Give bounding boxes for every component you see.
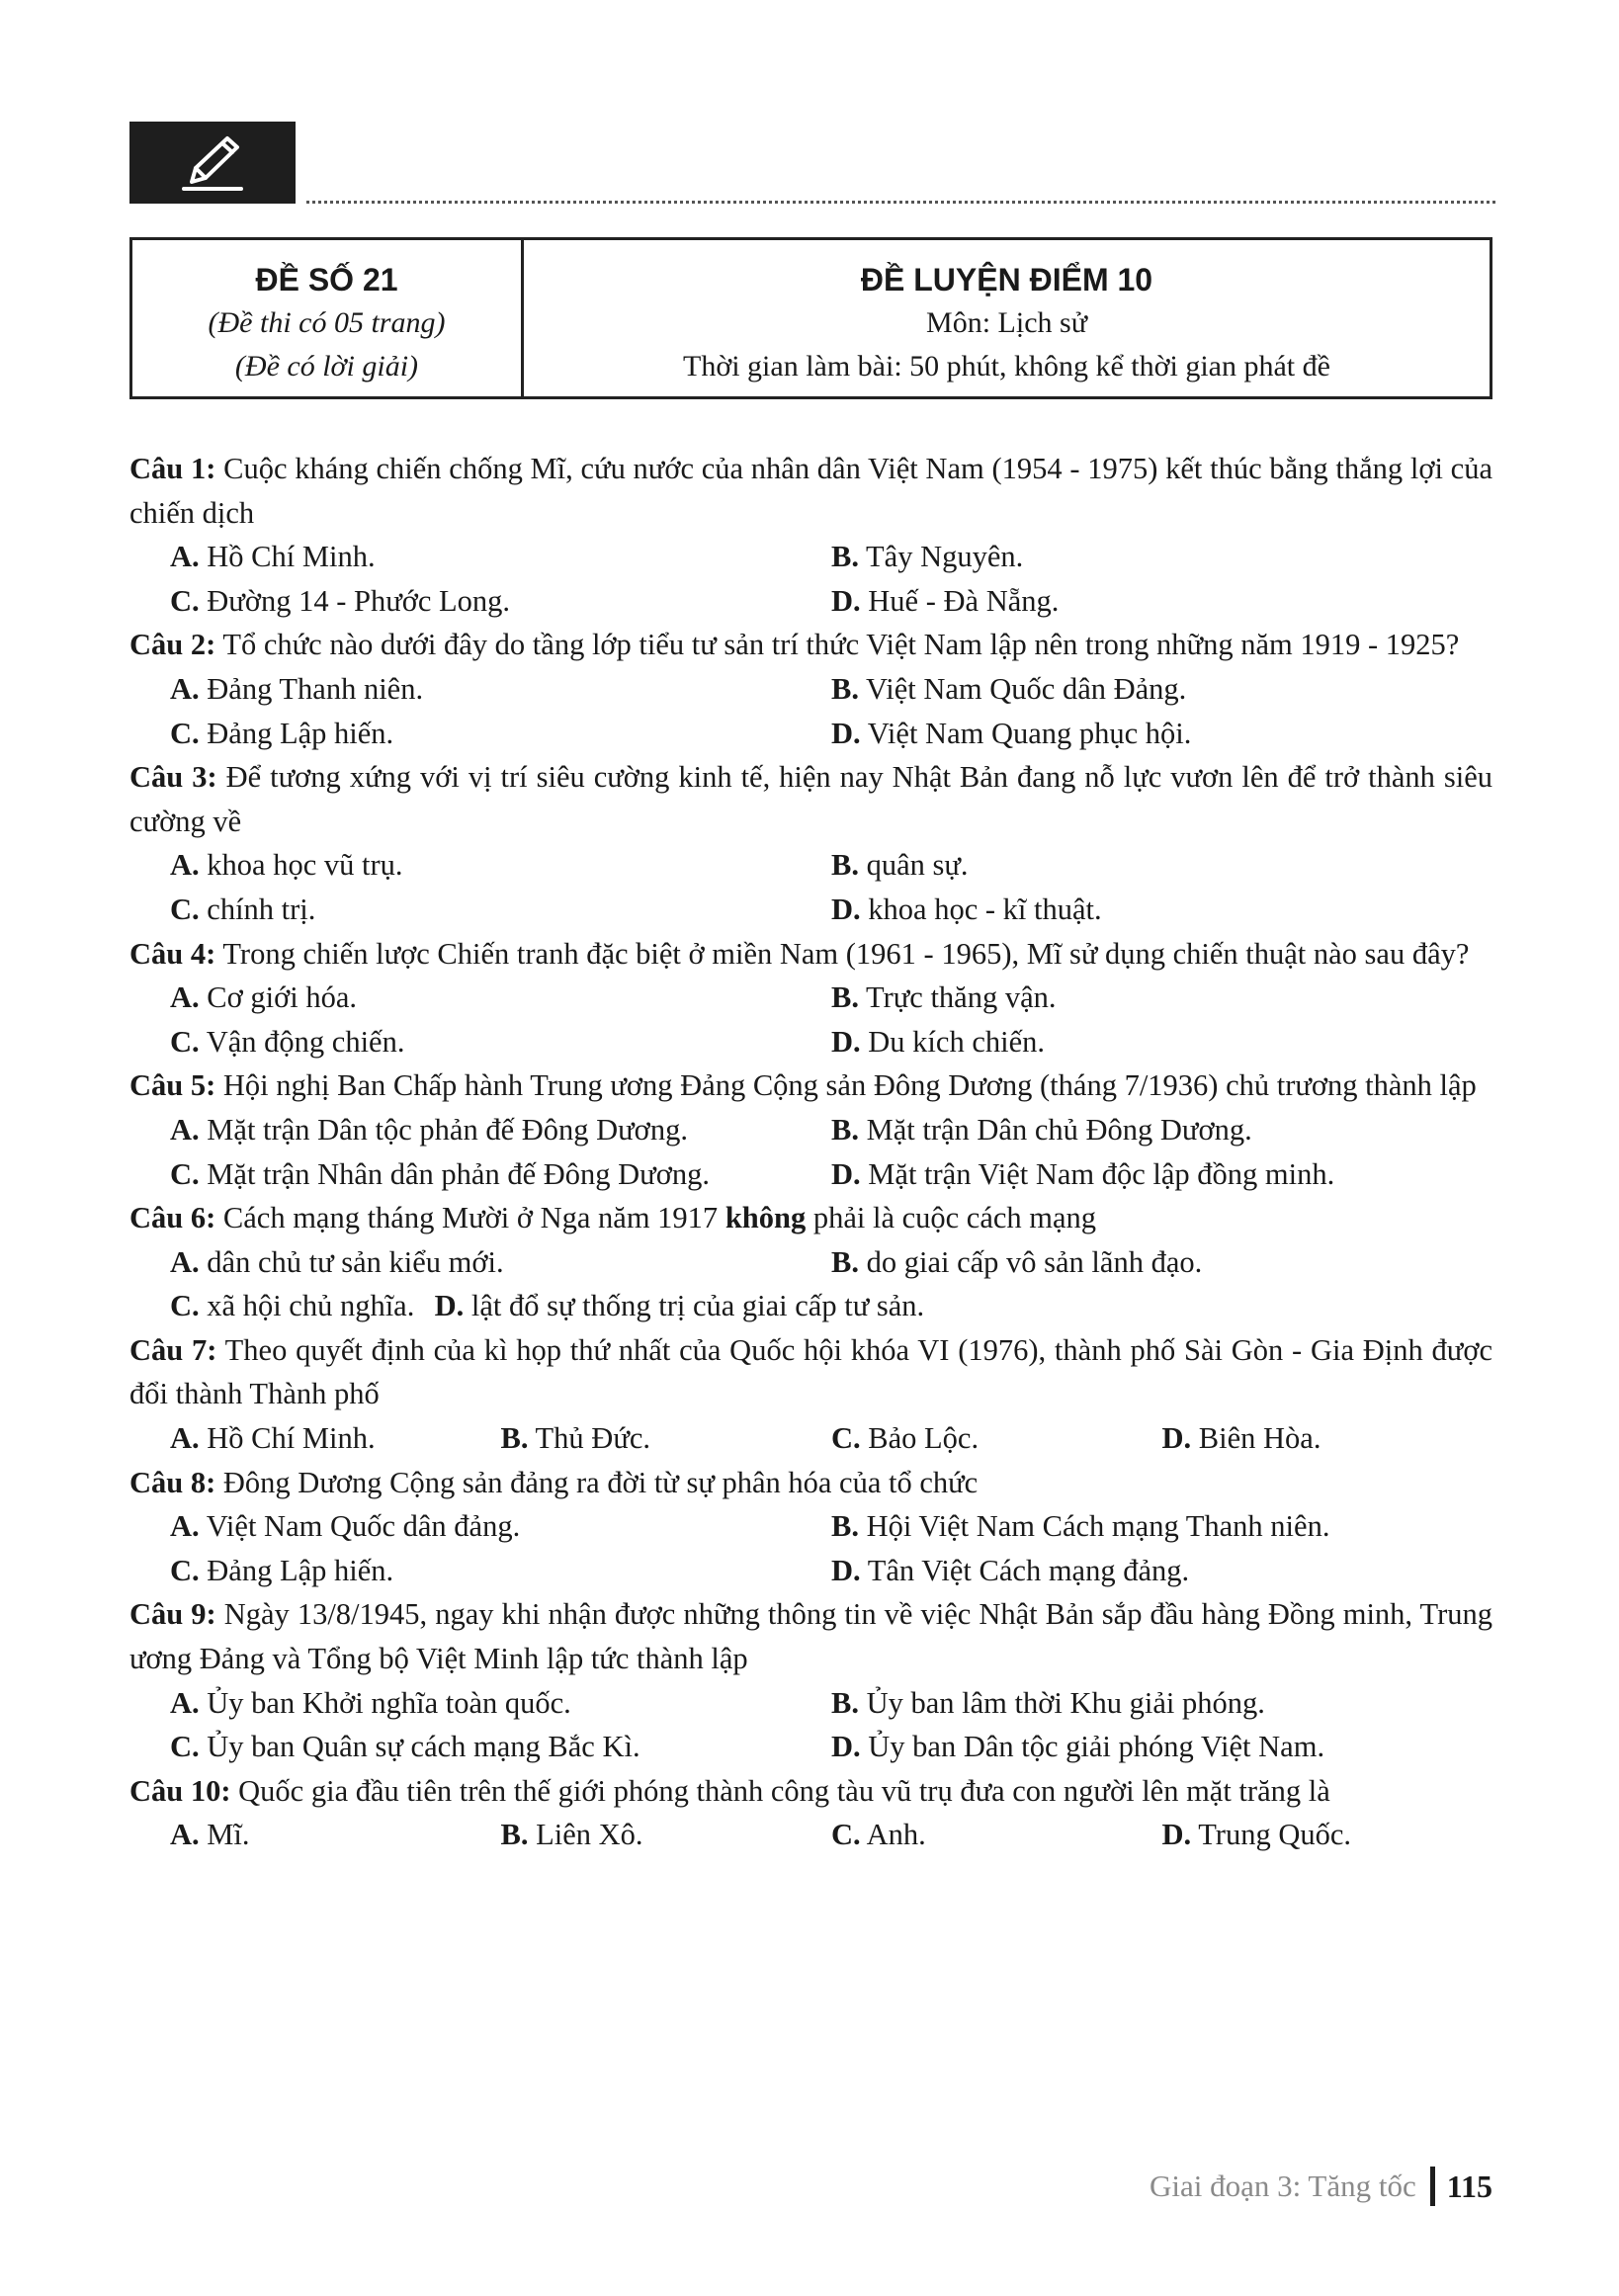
question-label: Câu 10:: [129, 1773, 231, 1808]
option-c: C. Ủy ban Quân sự cách mạng Bắc Kì.: [170, 1730, 640, 1764]
question-5: [129, 1063, 1492, 1196]
question-label: Câu 9:: [129, 1597, 216, 1632]
option-a: A. Cơ giới hóa.: [170, 980, 357, 1015]
option-b: B. Việt Nam Quốc dân Đảng.: [831, 671, 1187, 706]
pencil-icon: [178, 132, 247, 194]
option-a: A. Ủy ban Khởi nghĩa toàn quốc.: [170, 1685, 571, 1720]
option-d: D. Trung Quốc.: [1161, 1818, 1352, 1852]
option-a: A. khoa học vũ trụ.: [170, 848, 403, 883]
option-c: C. Đảng Lập hiến.: [170, 1553, 394, 1587]
question-text: Quốc gia đầu tiên trên thế giới phóng thành công tàu vũ trụ đưa con người lên mặt trăng là: [238, 1773, 1330, 1808]
emphasis-word: không: [724, 1201, 807, 1235]
option-a: A. Việt Nam Quốc dân đảng.: [170, 1509, 521, 1544]
option-c: C. Đảng Lập hiến.: [170, 716, 394, 750]
option-d: D. lật đổ sự thống trị của giai cấp tư sản.: [434, 1289, 925, 1323]
option-c: C. xã hội chủ nghĩa.: [170, 1289, 415, 1323]
exam-info-cell: [524, 240, 1490, 396]
question-4: [129, 932, 1492, 1064]
option-b: B. Hội Việt Nam Cách mạng Thanh niên.: [831, 1509, 1330, 1544]
pencil-header-box: [129, 122, 296, 204]
question-label: Câu 3:: [129, 760, 217, 795]
question-text: Để tương xứng với vị trí siêu cường kinh tế, hiện nay Nhật Bản đang nỗ lực vươn lên để trở thành siêu cường về: [129, 760, 1492, 838]
option-a: A. Đảng Thanh niên.: [170, 671, 424, 706]
question-label: Câu 8:: [129, 1465, 216, 1499]
question-text: Đông Dương Cộng sản đảng ra đời từ sự phân hóa của tổ chức: [222, 1465, 979, 1499]
option-d: D. Huế - Đà Nẵng.: [831, 583, 1060, 618]
option-a: A. Mặt trận Dân tộc phản đế Đông Dương.: [170, 1112, 688, 1147]
option-a: A. Mĩ.: [170, 1818, 250, 1852]
option-b: B. Liên Xô.: [500, 1818, 643, 1852]
exam-header: [129, 237, 1492, 399]
question-text: Cách mạng tháng Mười ở Nga năm 1917: [222, 1201, 725, 1235]
option-b: B. Tây Nguyên.: [831, 540, 1024, 574]
question-label: Câu 7:: [129, 1332, 217, 1367]
option-b: B. Mặt trận Dân chủ Đông Dương.: [831, 1112, 1252, 1147]
option-b: B. Thủ Đức.: [500, 1421, 651, 1456]
question-7: [129, 1328, 1492, 1461]
exam-number: ĐỀ SỐ 21: [255, 262, 398, 298]
question-text: Theo quyết định của kì họp thứ nhất của Quốc hội khóa VI (1976), thành phố Sài Gòn - Gia Định được đổi thành Thành phố: [129, 1332, 1492, 1411]
exam-id-cell: [132, 240, 524, 396]
question-8: [129, 1461, 1492, 1593]
question-text: Trong chiến lược Chiến tranh đặc biệt ở miền Nam (1961 - 1965), Mĩ sử dụng chiến thuật nào sau đây?: [222, 936, 1470, 971]
question-3: [129, 755, 1492, 931]
solution-note: (Đề có lời giải): [234, 350, 419, 383]
dotted-divider: [306, 201, 1495, 204]
option-d: D. Mặt trận Việt Nam độc lập đồng minh.: [831, 1156, 1335, 1191]
option-d: D. Việt Nam Quang phục hội.: [831, 716, 1192, 750]
option-c: C. chính trị.: [170, 892, 316, 926]
question-9: [129, 1592, 1492, 1768]
question-text: Ngày 13/8/1945, ngay khi nhận được những thông tin về việc Nhật Bản sắp đầu hàng Đồng minh, Trung ương Đảng và Tổng bộ Việt Minh lập tức thành lập: [129, 1597, 1492, 1676]
footer-divider: [1430, 2167, 1435, 2206]
question-10: [129, 1769, 1492, 1857]
option-c: C. Mặt trận Nhân dân phản đế Đông Dương.: [170, 1156, 710, 1191]
option-b: B. Trực thăng vận.: [831, 980, 1057, 1015]
option-d: D. Tân Việt Cách mạng đảng.: [831, 1553, 1190, 1587]
question-label: Câu 6:: [129, 1201, 216, 1235]
option-a: A. Hồ Chí Minh.: [170, 1421, 376, 1456]
option-b: B. quân sự.: [831, 848, 969, 883]
option-d: D. khoa học - kĩ thuật.: [831, 892, 1102, 926]
question-label: Câu 1:: [129, 452, 216, 485]
question-1: [129, 447, 1492, 623]
question-label: Câu 4:: [129, 936, 216, 971]
question-text-end: phải là cuộc cách mạng: [806, 1201, 1097, 1235]
subject-line: Môn: Lịch sử: [926, 306, 1087, 339]
question-text: Cuộc kháng chiến chống Mĩ, cứu nước của nhân dân Việt Nam (1954 - 1975) kết thúc bằng thắng lợi của chiến dịch: [129, 452, 1493, 530]
option-c: C. Anh.: [831, 1818, 926, 1852]
option-c: C. Vận động chiến.: [170, 1024, 405, 1059]
page-footer: [1150, 2167, 1492, 2206]
question-label: Câu 5:: [129, 1068, 216, 1103]
option-a: A. dân chủ tư sản kiểu mới.: [170, 1244, 504, 1279]
option-b: B. Ủy ban lâm thời Khu giải phóng.: [831, 1685, 1265, 1720]
exam-title: ĐỀ LUYỆN ĐIỂM 10: [860, 262, 1153, 298]
option-b: B. do giai cấp vô sản lãnh đạo.: [831, 1244, 1203, 1279]
question-list: [129, 447, 1492, 1857]
option-d: D. Biên Hòa.: [1161, 1421, 1321, 1456]
question-label: Câu 2:: [129, 628, 216, 662]
page-number: 115: [1446, 2168, 1492, 2204]
page-count-note: (Đề thi có 05 trang): [208, 306, 446, 339]
option-d: D. Du kích chiến.: [831, 1024, 1045, 1059]
question-6: [129, 1196, 1492, 1328]
question-text: Hội nghị Ban Chấp hành Trung ương Đảng Cộng sản Đông Dương (tháng 7/1936) chủ trương thành lập: [222, 1068, 1477, 1103]
section-name: Giai đoạn 3: Tăng tốc: [1150, 2168, 1416, 2203]
option-d: D. Ủy ban Dân tộc giải phóng Việt Nam.: [831, 1730, 1325, 1764]
question-2: [129, 623, 1492, 755]
question-text: Tổ chức nào dưới đây do tầng lớp tiểu tư sản trí thức Việt Nam lập nên trong những năm 1919 - 1925?: [222, 628, 1460, 662]
time-line: Thời gian làm bài: 50 phút, không kể thời gian phát đề: [683, 350, 1330, 383]
option-a: A. Hồ Chí Minh.: [170, 540, 376, 574]
option-c: C. Đường 14 - Phước Long.: [170, 583, 511, 618]
option-c: C. Bảo Lộc.: [831, 1421, 980, 1456]
